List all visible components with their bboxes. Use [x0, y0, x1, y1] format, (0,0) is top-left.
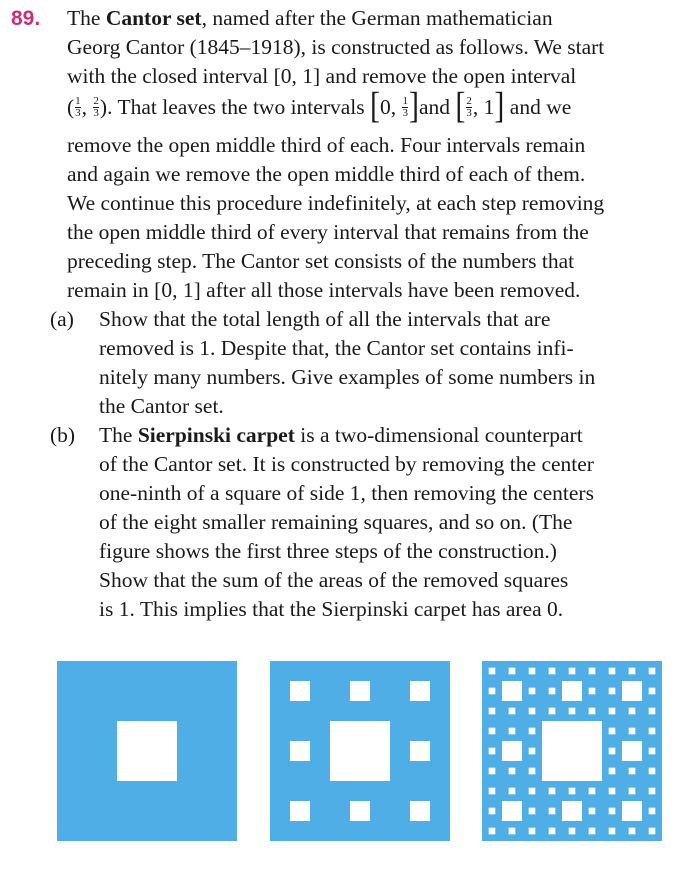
intro-line-7: We continue this procedure indefinitely, at each step removing: [67, 191, 605, 215]
fraction-one-third: $\frac{1}{3}$: [402, 94, 408, 119]
removed-square: [529, 688, 536, 695]
part-a-line-4: the Cantor set.: [99, 394, 224, 418]
removed-square: [117, 721, 177, 781]
removed-square: [649, 788, 656, 795]
term-sierpinski-carpet: Sierpinski carpet: [137, 423, 295, 447]
removed-square: [609, 768, 616, 775]
removed-square: [489, 828, 496, 835]
removed-square: [589, 828, 596, 835]
removed-square: [290, 801, 310, 821]
removed-square: [649, 828, 656, 835]
removed-square: [629, 728, 636, 735]
removed-square: [589, 668, 596, 675]
removed-square: [622, 801, 642, 821]
removed-square: [649, 768, 656, 775]
removed-square: [350, 681, 370, 701]
part-b-line-3: one-ninth of a square of side 1, then removing the centers: [99, 481, 594, 505]
part-a-line-3: nitely many numbers. Give examples of some numbers in: [99, 365, 596, 389]
removed-square: [290, 681, 310, 701]
intro-line-9: preceding step. The Cantor set consists of the numbers that: [67, 249, 575, 273]
removed-square: [509, 728, 516, 735]
removed-square: [589, 708, 596, 715]
removed-square: [549, 788, 556, 795]
removed-square: [529, 768, 536, 775]
intro-line-2: Georg Cantor (1845–1918), is constructed as follows. We start: [67, 35, 605, 59]
intro-line-8: the open middle third of every interval that remains from the: [67, 220, 589, 244]
removed-square: [529, 708, 536, 715]
removed-square: [589, 808, 596, 815]
removed-square: [489, 808, 496, 815]
removed-square: [569, 828, 576, 835]
removed-square: [350, 801, 370, 821]
removed-square: [629, 768, 636, 775]
removed-square: [609, 708, 616, 715]
removed-square: [549, 708, 556, 715]
removed-square: [502, 741, 522, 761]
sierpinski-step-3: [482, 661, 662, 841]
removed-square: [609, 808, 616, 815]
intro-line-4: ( $\frac{1}{3}$ , $\frac{2}{3}$ ). That leaves the two intervals [0, $\frac{1}{3}$ ]and [ $\frac{2}{3}$ , 1] and we: [67, 84, 572, 127]
part-b-label: (b): [50, 423, 76, 447]
removed-square: [290, 741, 310, 761]
part-a-line-1: Show that the total length of all the intervals that are: [99, 307, 551, 331]
removed-square: [562, 801, 582, 821]
intro-line-10: remain in [0, 1] after all those intervals have been removed.: [67, 278, 581, 302]
intro-line-5: remove the open middle third of each. Four intervals remain: [67, 133, 586, 157]
removed-square: [649, 688, 656, 695]
removed-square: [509, 768, 516, 775]
removed-square: [609, 788, 616, 795]
removed-square: [609, 748, 616, 755]
removed-square: [330, 721, 390, 781]
removed-square: [622, 681, 642, 701]
removed-square: [569, 788, 576, 795]
removed-square: [649, 808, 656, 815]
removed-square: [622, 741, 642, 761]
part-a-label: (a): [50, 307, 74, 331]
term-cantor-set: Cantor set: [105, 6, 202, 30]
removed-square: [489, 768, 496, 775]
removed-square: [489, 668, 496, 675]
intro-line-6: and again we remove the open middle third of each of them.: [67, 162, 586, 186]
removed-square: [629, 828, 636, 835]
removed-square: [489, 728, 496, 735]
removed-square: [502, 801, 522, 821]
removed-square: [589, 788, 596, 795]
part-a-line-2: removed is 1. Despite that, the Cantor set contains infi-: [99, 336, 574, 360]
problem-number: 89.: [11, 7, 41, 30]
sierpinski-figure: [0, 661, 688, 871]
removed-square: [502, 681, 522, 701]
removed-square: [549, 808, 556, 815]
removed-square: [609, 728, 616, 735]
removed-square: [529, 728, 536, 735]
removed-square: [562, 681, 582, 701]
fraction-two-thirds: $\frac{2}{3}$: [93, 94, 99, 119]
removed-square: [609, 668, 616, 675]
removed-square: [410, 681, 430, 701]
removed-square: [649, 728, 656, 735]
removed-square: [489, 708, 496, 715]
intro-line-1: The Cantor set, named after the German mathematician: [67, 6, 553, 30]
removed-square: [509, 708, 516, 715]
removed-square: [549, 688, 556, 695]
removed-square: [410, 741, 430, 761]
removed-square: [569, 708, 576, 715]
removed-square: [529, 748, 536, 755]
part-b-line-2: of the Cantor set. It is constructed by removing the center: [99, 452, 594, 476]
removed-square: [649, 668, 656, 675]
fraction-one-third: $\frac{1}{3}$: [75, 94, 81, 119]
removed-square: [569, 668, 576, 675]
removed-square: [489, 748, 496, 755]
removed-square: [489, 688, 496, 695]
fraction-two-thirds: $\frac{2}{3}$: [466, 94, 472, 119]
intro-line-3: with the closed interval [0, 1] and remove the open interval: [67, 64, 577, 88]
removed-square: [589, 688, 596, 695]
removed-square: [509, 668, 516, 675]
removed-square: [609, 688, 616, 695]
removed-square: [509, 788, 516, 795]
removed-square: [649, 708, 656, 715]
part-b-line-4: of the eight smaller remaining squares, and so on. (The: [99, 510, 573, 534]
removed-square: [549, 668, 556, 675]
part-b-line-5: figure shows the first three steps of the construction.): [99, 539, 557, 563]
removed-square: [609, 828, 616, 835]
removed-square: [489, 788, 496, 795]
removed-square: [529, 668, 536, 675]
removed-square: [549, 828, 556, 835]
removed-square: [529, 788, 536, 795]
removed-square: [629, 668, 636, 675]
removed-square: [529, 828, 536, 835]
removed-square: [509, 828, 516, 835]
removed-square: [542, 721, 602, 781]
removed-square: [629, 708, 636, 715]
removed-square: [410, 801, 430, 821]
part-b-line-1: The Sierpinski carpet is a two-dimensional counterpart: [99, 423, 583, 447]
part-b-line-6: Show that the sum of the areas of the removed squares: [99, 568, 569, 592]
removed-square: [529, 808, 536, 815]
removed-square: [629, 788, 636, 795]
sierpinski-step-1: [57, 661, 237, 841]
removed-square: [649, 748, 656, 755]
part-b-line-7: is 1. This implies that the Sierpinski carpet has area 0.: [99, 597, 564, 621]
sierpinski-step-2: [270, 661, 450, 841]
